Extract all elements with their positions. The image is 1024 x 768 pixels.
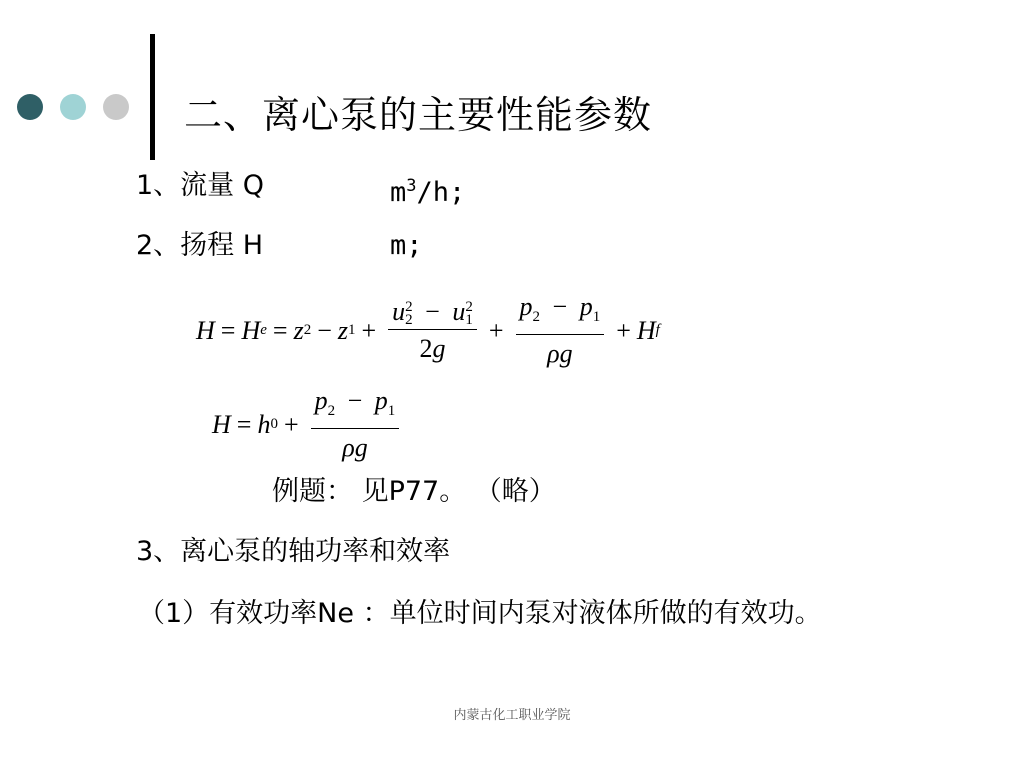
footer-institution: 内蒙古化工职业学院 <box>453 708 571 723</box>
fraction-pressure-2: $\frac{p_2 - p_1}{\rho g}$ <box>311 386 400 463</box>
decorative-dot-gray <box>103 94 129 120</box>
head-unit: m; <box>390 230 423 261</box>
flow-unit: $m^3/h$; <box>390 176 466 208</box>
head-line <box>136 230 423 262</box>
fraction-velocity: u 2 2 − u 2 1 2g <box>388 297 477 364</box>
power-heading: 3、离心泵的轴功率和效率 <box>136 536 451 567</box>
effective-power-line: （1）有效功率Ne ：单位时间内泵对液体所做的有效功。 <box>138 598 822 629</box>
formula-head-simplified: H = h 0 + $\frac{p_2 - p_1}{\rho g}$ <box>212 386 405 463</box>
slide-title: 二、离心泵的主要性能参数 <box>184 93 653 137</box>
formula-head-full: H = H e = z 2 − z 1 + u 2 2 − u 2 1 2g + $\frac{p_2 - p_1}{\rho g}$ + H f <box>196 292 660 369</box>
decorative-dot-dark <box>17 94 43 120</box>
title-divider <box>150 34 155 160</box>
example-line: 例题： 见P77。 （略） <box>272 476 556 507</box>
flow-line <box>136 170 466 208</box>
head-label: 2、扬程 H <box>136 230 264 261</box>
fraction-pressure: $\frac{p_2 - p_1}{\rho g}$ <box>516 292 605 369</box>
decorative-dot-teal <box>60 94 86 120</box>
flow-label: 1、流量 Q <box>136 170 265 201</box>
